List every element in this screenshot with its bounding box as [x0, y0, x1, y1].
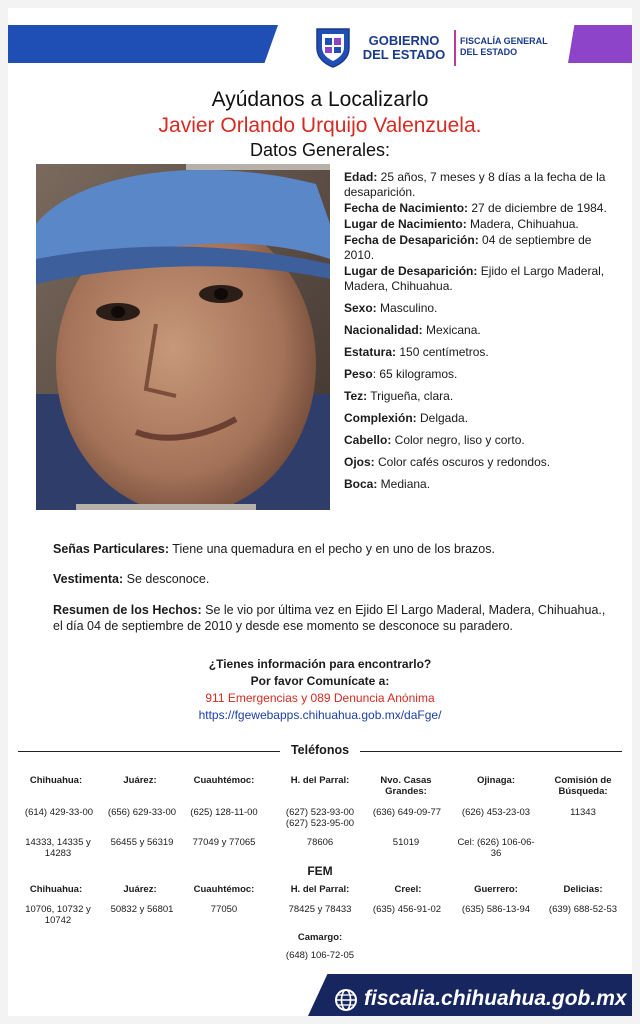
phones-header: Ojinaga:	[476, 775, 515, 786]
phones-cell: (614) 429-33-00	[24, 807, 94, 818]
fem-header: Guerrero:	[474, 884, 518, 895]
detail-age: Edad: 25 años, 7 meses y 8 días a la fecha de la desaparición.	[344, 170, 606, 199]
phones-ext: 14333, 14335 y 14283	[25, 837, 91, 859]
phones-ext: 56455 y 56319	[110, 837, 174, 848]
state-shield-icon	[314, 26, 352, 68]
person-photo	[36, 164, 330, 510]
fem-cell: 10706, 10732 y 10742	[25, 904, 91, 926]
fem-header: H. del Parral:	[290, 884, 350, 895]
telefonos-title: Teléfonos	[290, 743, 350, 757]
contact-call: Por favor Comunícate a:	[250, 674, 390, 688]
fem-header: Cuauhtémoc:	[193, 884, 255, 895]
phones-header: Nvo. Casas Grandes:	[380, 775, 432, 797]
phones-header: H. del Parral:	[290, 775, 350, 786]
phones-header: Chihuahua:	[29, 775, 83, 786]
fem-cell: 50832 y 56801	[110, 904, 174, 915]
detail-height: Estatura: 150 centímetros.	[344, 345, 489, 359]
poster-title: Ayúdanos a Localizarlo	[211, 88, 429, 111]
gobierno-logo-text: GOBIERNO DEL ESTADO	[362, 33, 446, 62]
detail-sex: Sexo: Masculino.	[344, 301, 438, 315]
person-name: Javier Orlando Urquijo Valenzuela.	[158, 114, 482, 137]
detail-nationality: Nacionalidad: Mexicana.	[344, 323, 481, 337]
detail-hair: Cabello: Color negro, liso y corto.	[344, 433, 525, 447]
phones-cell: (656) 629-33-00	[107, 807, 177, 818]
phones-header: Juárez:	[123, 775, 157, 786]
phones-ext: 77049 y 77065	[192, 837, 256, 848]
detail-disappearance-place: Lugar de Desaparición: Ejido el Largo Maderal, Madera, Chihuahua.	[344, 264, 605, 293]
phones-cell: (636) 649-09-77	[372, 807, 442, 818]
globe-icon	[334, 988, 358, 1012]
logo-divider	[454, 30, 456, 66]
fem-cell: 77050	[210, 904, 238, 915]
detail-eyes: Ojos: Color cafés oscuros y redondos.	[344, 455, 551, 469]
footer-website[interactable]: fiscalia.chihuahua.gob.mx	[364, 987, 627, 1010]
detail-weight: Peso: 65 kilogramos.	[344, 367, 458, 381]
fem-cell: (635) 586-13-94	[461, 904, 531, 915]
fem-title: FEM	[307, 864, 333, 878]
phones-cell: (626) 453-23-03	[461, 807, 531, 818]
clothing: Vestimenta: Se desconoce.	[53, 572, 210, 586]
phones-ext: Cel: (626) 106-06-36	[457, 837, 535, 859]
detail-mouth: Boca: Mediana.	[344, 477, 431, 491]
phones-cell: (625) 128-11-00	[190, 807, 258, 818]
detail-disappearance-date: Fecha de Desaparición: 04 de septiembre de 2010.	[344, 233, 592, 262]
missing-person-poster	[8, 8, 632, 1016]
detail-complexion-tone: Tez: Trigueña, clara.	[344, 389, 454, 403]
distinguishing-marks: Señas Particulares: Tiene una quemadura en el pecho y en uno de los brazos.	[53, 542, 495, 556]
fem-header: Creel:	[394, 884, 422, 895]
detail-birth-date: Fecha de Nacimiento: 27 de diciembre de 1984.	[344, 201, 607, 215]
detail-birth-place: Lugar de Nacimiento: Madera, Chihuahua.	[344, 217, 579, 231]
fem-camargo-label: Camargo:	[297, 932, 343, 943]
contact-block	[8, 656, 632, 724]
phones-header: Comisión de Búsqueda:	[554, 775, 612, 797]
fem-cell: (635) 456-91-02	[372, 904, 442, 915]
section-title: Datos Generales:	[249, 140, 391, 160]
detail-build: Complexión: Delgada.	[344, 411, 469, 425]
person-details	[344, 170, 612, 499]
fem-camargo-phone: (648) 106-72-05	[285, 950, 355, 961]
fem-cell: (639) 688-52-53	[548, 904, 618, 915]
header-blue-band	[8, 25, 278, 63]
report-link[interactable]: https://fgewebapps.chihuahua.gob.mx/daFge/	[198, 708, 442, 722]
contact-question: ¿Tienes información para encontrarlo?	[208, 657, 432, 671]
phones-ext: 78606	[306, 837, 334, 848]
fem-header: Juárez:	[123, 884, 157, 895]
phones-ext: 51019	[392, 837, 420, 848]
phones-header: Cuauhtémoc:	[193, 775, 255, 786]
fem-cell: 78425 y 78433	[288, 904, 352, 915]
emergency-numbers: 911 Emergencias y 089 Denuncia Anónima	[205, 691, 435, 705]
facts-summary: Resumen de los Hechos: Se le vio por última vez en Ejido El Largo Maderal, Madera, Chihuahua., el día 04 de septiembre de 2010 y desde ese momento se desconoce su paradero.	[53, 603, 606, 633]
header-purple-band	[568, 25, 632, 63]
fiscalia-logo-text: FISCALÍA GENERAL DEL ESTADO	[460, 36, 548, 57]
fem-header: Chihuahua:	[29, 884, 83, 895]
fem-header: Delicias:	[563, 884, 603, 895]
phones-cell: 11343	[570, 807, 596, 818]
phones-cell: (627) 523-93-00 (627) 523-95-00	[285, 807, 355, 829]
